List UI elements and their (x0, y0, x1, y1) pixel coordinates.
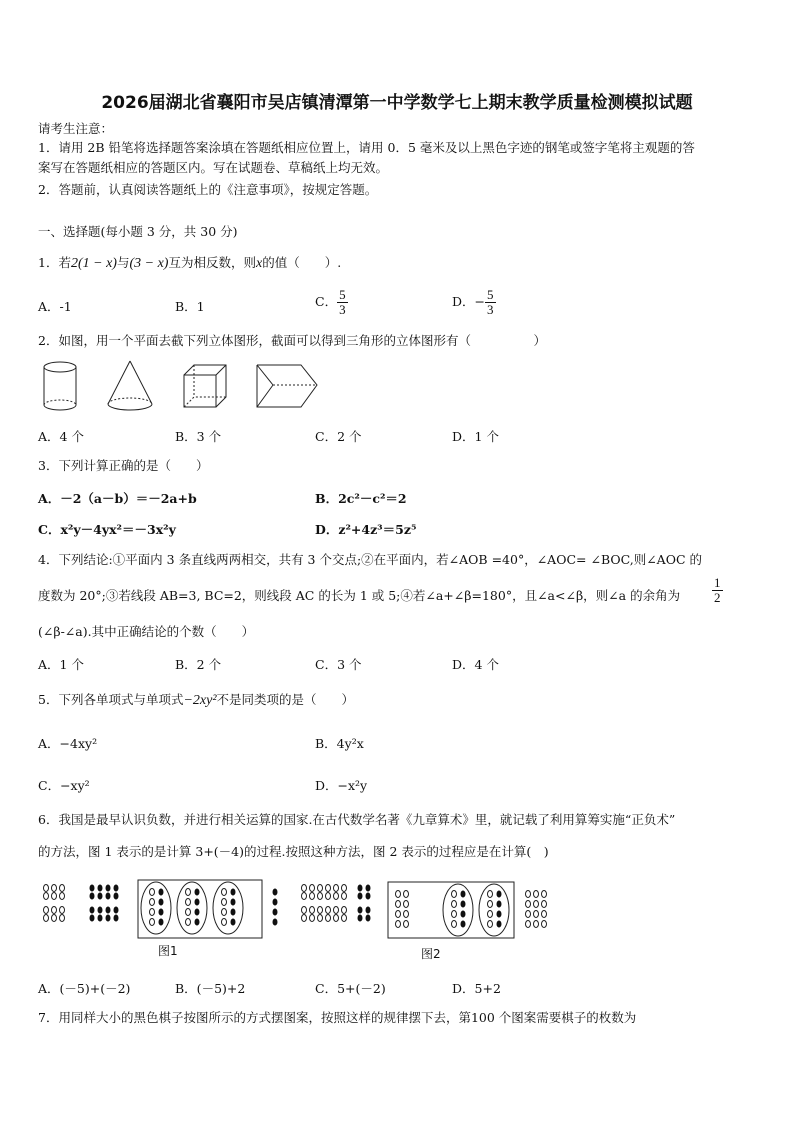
q4-option-c: C．3 个 (315, 657, 362, 672)
q1-expression-2: (3 − x) (129, 256, 169, 271)
solid-rod-group (90, 885, 119, 922)
figure-1-caption: 图1 (158, 944, 178, 958)
q4-option-b: B．2 个 (175, 657, 222, 672)
q4-fraction (712, 576, 723, 605)
cylinder-icon (42, 361, 82, 413)
question-5-stem (38, 692, 354, 709)
hollow-rod-group (44, 885, 65, 922)
q1-option-c (315, 288, 348, 317)
cube-icon (182, 363, 230, 411)
q1-option-c-label: C． (315, 294, 338, 309)
notice-item-1-line-2: 案写在答题纸相应的答题区内。写在试题卷、草稿纸上均无效。 (38, 160, 389, 175)
triangular-prism-icon (255, 363, 321, 411)
q5-option-b: B．4y²x (315, 736, 364, 751)
question-4-line-2: 度数为 20°;③若线段 AB=3, BC=2，则线段 AC 的长为 1 或 5;④若∠a+∠β=180°，且∠a<∠β，则∠a 的余角为 (38, 588, 681, 603)
q2-option-d: D．1 个 (452, 429, 499, 444)
q1-expression-1: 2(1 − x) (70, 256, 117, 271)
notice-heading: 请考生注意： (38, 121, 114, 136)
figure-1-counting-rods (40, 878, 270, 942)
q4-option-a: A．1 个 (38, 657, 84, 672)
fraction-denominator: 2 (714, 590, 721, 605)
q1-variable: x (255, 256, 263, 271)
q1-mid-2: 互为相反数，则 (168, 255, 256, 270)
question-4-line-1: 4．下列结论:①平面内 3 条直线两两相交，共有 3 个交点;②在平面内，若∠AOB =40°，∠AOC= ∠BOC,则∠AOC 的 (38, 552, 702, 567)
q1-option-c-fraction (337, 288, 348, 317)
question-1-stem (38, 255, 341, 272)
q4-option-d: D．4 个 (452, 657, 499, 672)
q3-option-a: A．－2（a－b）＝－2a+b (38, 491, 197, 506)
q1-option-b: B．1 (175, 299, 205, 314)
q6-option-c: C．5+(－2) (315, 981, 386, 996)
q6-option-d: D．5+2 (452, 981, 501, 996)
q2-option-b: B．3 个 (175, 429, 222, 444)
question-6-line-1: 6．我国是最早认识负数，并进行相关运算的国家.在古代数学名著《九章算术》里，就记载了利用算筹实施“正负术” (38, 812, 676, 827)
q1-option-d-label: D．− (452, 294, 485, 309)
question-4-line-3: (∠β-∠a).其中正确结论的个数（ ） (38, 624, 255, 639)
question-7-stem: 7．用同样大小的黑色棋子按图所示的方式摆图案，按照这样的规律摆下去，第100 个图案需要棋子的枚数为 (38, 1010, 637, 1025)
cone-icon (106, 360, 158, 414)
q3-option-d: D．z²+4z³＝5z⁵ (315, 522, 417, 537)
q2-option-a: A．4 个 (38, 429, 84, 444)
q1-option-d-fraction (485, 288, 496, 317)
q6-option-a: A．(－5)+(－2) (38, 981, 131, 996)
question-6-line-2: 的方法，图 1 表示的是计算 3+(－4)的过程.按照这种方法，图 2 表示的过程应是在计算( ) (38, 844, 549, 859)
q5-stem-expression: −2xy² (183, 693, 217, 708)
notice-item-1-line-1: 1．请用 2B 铅笔将选择题答案涂填在答题纸相应位置上，请用 0．5 毫米及以上黑色字迹的钢笔或签字笔将主观题的答 (38, 140, 695, 155)
page-title: 2026届湖北省襄阳市吴店镇清潭第一中学数学七上期末教学质量检测模拟试题 (101, 93, 693, 113)
q5-stem-prefix: 5．下列各单项式与单项式 (38, 692, 184, 707)
fraction-denominator: 3 (487, 302, 494, 317)
fraction-numerator: 5 (487, 287, 494, 302)
fraction-numerator: 5 (339, 287, 346, 302)
q1-prefix: 1．若 (38, 255, 71, 270)
figure-2-counting-rods (298, 878, 558, 942)
section-heading: 一、选择题(每小题 3 分，共 30 分) (38, 224, 238, 239)
fraction-denominator: 3 (339, 302, 346, 317)
q5-option-a: A．−4xy² (38, 736, 98, 751)
q5-option-d: D．−x²y (315, 778, 368, 793)
question-3-stem: 3．下列计算正确的是（ ） (38, 458, 209, 473)
q2-option-c: C．2 个 (315, 429, 362, 444)
q6-option-b: B．(－5)+2 (175, 981, 246, 996)
q3-option-b: B．2c²－c²＝2 (315, 491, 407, 506)
notice-item-2: 2．答题前，认真阅读答题纸上的《注意事项》，按规定答题。 (38, 182, 378, 197)
q1-suffix: 的值（ ）. (262, 255, 342, 270)
figure-2-caption: 图2 (421, 947, 441, 961)
fraction-numerator: 1 (714, 575, 721, 590)
q1-option-a: A．-1 (38, 299, 72, 314)
q5-stem-suffix: 不是同类项的是（ ） (216, 692, 355, 707)
q5-option-c: C．−xy² (38, 778, 90, 793)
question-2-stem: 2．如图，用一个平面去截下列立体图形，截面可以得到三角形的立体图形有（ ） (38, 333, 546, 348)
q1-option-d (452, 288, 496, 317)
q1-mid: 与 (116, 255, 130, 270)
q3-option-c: C．x²y－4yx²＝－3x²y (38, 522, 176, 537)
